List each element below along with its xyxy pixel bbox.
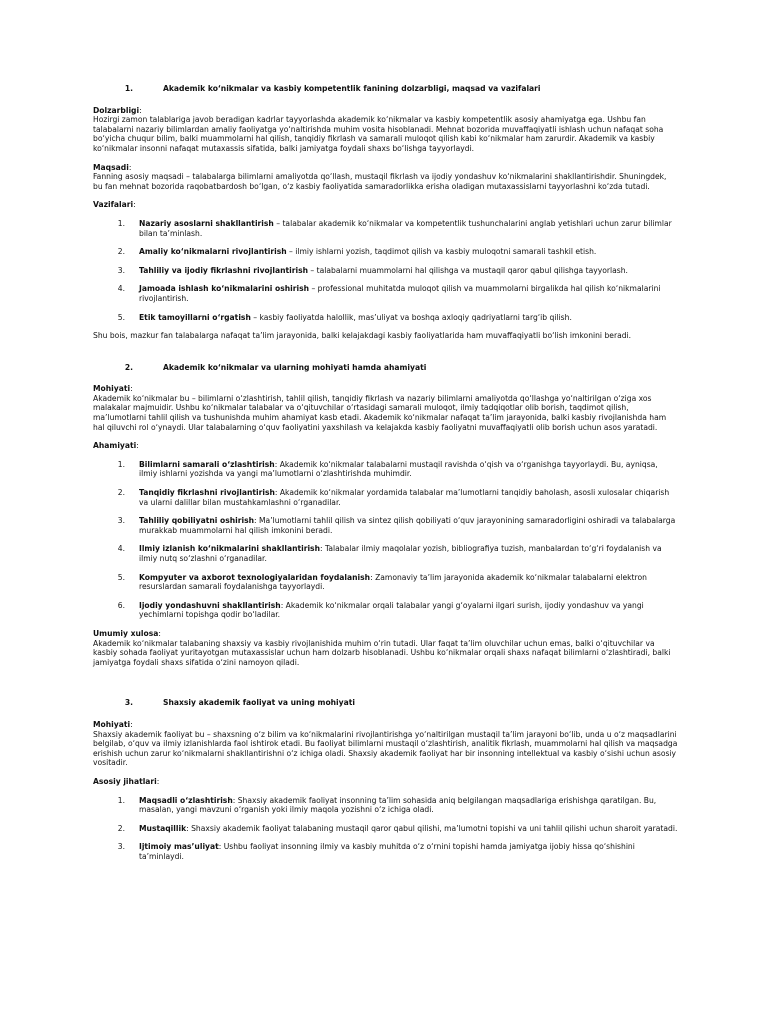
list-item-title: Ijtimoiy mas’uliyat [139, 842, 219, 852]
list-item-title: Jamoada ishlash ko‘nikmalarini oshirish [139, 284, 310, 294]
section-3-heading [93, 698, 678, 708]
list-item-text: – kasbiy faoliyatda halollik, mas’uliyat va boshqa axloqiy qadriyatlarni targ‘ib qilish. [250, 312, 572, 322]
list-item-number: 2. [117, 488, 125, 498]
document-page [93, 84, 678, 870]
asosiy-jihatlari-list [93, 796, 678, 862]
list-item-title: Nazariy asoslarni shakllantirish [139, 218, 274, 228]
mohiyati-text: Akademik ko‘nikmalar bu – bilimlarni o‘zlashtirish, tahlil qilish, tanqidiy fikrlash va nazariy bilimlarni amaliyotda qo‘llashga yo‘naltirilgan o‘ziga xos malakalar majmuidir. Ushbu ko‘nikmalar talabalar va o‘qituvchilar o‘rtasidagi samarali muloqot, ilmiy tadqiqotlar olib borish, taqdimot qilish, ma’lumotlarni tahlil qilish va tushunishda muhim ahamiyat kasb etadi. Akademik ko‘nikmalar nafaqat ta’lim jarayonida, balki kasbiy rivojlanishda ham hal qiluvchi rol o‘ynaydi. Ular talabalarning o‘quv faoliyatini yaxshilash va kelajakda kasbiy faoliyatni muvaffaqiyatli olib borish uchun asos yaratadi. [93, 393, 667, 432]
asosiy-jihatlari-label: Asosiy jihatlari [93, 776, 157, 786]
mohiyati-3-text: Shaxsiy akademik faoliyat bu – shaxsning o‘z bilim va ko‘nikmalarini rivojlantirishga yo‘naltirilgan mustaqil ta’lim jarayoni bo‘lib, unda u o‘z maqsadlarini belgilab, o‘quv va ilmiy izlanishlarda faol ishtirok etadi. Bu faoliyat bilimlarni mustaqil o‘zlashtirish, analitik fikrlash, muammolarni hal qilish va maqsadga erishish uchun zarur ko‘nikmalarni shakllantirishni o‘z ichiga oladi. Shaxsiy akademik faoliyat har bir insonning intellektual va kasbiy o‘sishi uchun asosiy vositadir. [93, 729, 678, 768]
umumiy-xulosa-block: Umumiy xulosa: Akademik ko‘nikmalar talabaning shaxsiy va kasbiy rivojlanishida muhim o‘rin tutadi. Ular faqat ta’lim oluvchilar uchun emas, balki o‘qituvchilar va kasbiy sohada faoliyat yuritayotgan mutaxassislar uchun ham dolzarb hisoblanadi. Ushbu ko‘nikmalar orqali shaxs nafaqat bilimlarni o‘zlashtiradi, balki jamiyatga foydali shaxs sifatida o‘zini namoyon qiladi. [93, 629, 678, 667]
mohiyati-label: Mohiyati [93, 384, 131, 394]
list-item-title: Maqsadli o‘zlashtirish [139, 795, 233, 805]
list-item-number: 2. [117, 823, 125, 833]
ahamiyati-block: Ahamiyati: [93, 441, 139, 451]
list-item [93, 796, 678, 815]
dolzarbligi-text: Hozirgi zamon talablariga javob beradigan kadrlar tayyorlashda akademik ko‘nikmalar va kasbiy kompetentlik asosiy ahamiyatga ega. Ushbu fan talabalarni nazariy bilimlardan amaliy faoliyatga yo‘naltirishda muhim vosita hisoblanadi. Mehnat bozorida muvaffaqiyatli ishlash uchun nafaqat soha bo‘yicha chuqur bilim, balki muammolarni hal qilish, tanqidiy fikrlash va samarali muloqot qilish kabi ko‘nikmalar ham zarurdir. Akademik va kasbiy ko‘nikmalar insonni nafaqat mutaxassis sifatida, balki jamiyatga foydali shaxs bo‘lishga tayyorlaydi. [93, 115, 664, 153]
vazifalari-list [93, 219, 678, 322]
list-item-number: 3. [117, 265, 125, 275]
list-item-number: 6. [117, 600, 125, 610]
list-item-title: Amaliy ko‘nikmalarni rivojlantirish [139, 247, 287, 257]
section-2-title: Akademik ko‘nikmalar va ularning mohiyati hamda ahamiyati [163, 362, 427, 372]
vazifalari-block: Vazifalari: [93, 200, 136, 210]
list-item-title: Tahliliy va ijodiy fikrlashni rivojlantirish [139, 265, 308, 275]
asosiy-jihatlari-block: Asosiy jihatlari: [93, 776, 160, 786]
list-item-number: 5. [117, 572, 125, 582]
list-item [93, 516, 678, 535]
umumiy-xulosa-label: Umumiy xulosa [93, 628, 159, 638]
list-item-number: 5. [117, 312, 125, 322]
list-item-number: 1. [117, 795, 125, 805]
list-item-number: 3. [117, 842, 125, 852]
list-item [93, 284, 678, 303]
ahamiyati-list [93, 460, 678, 620]
list-item-title: Ijodiy yondashuvni shakllantirish [139, 600, 281, 610]
list-item-text: : Shaxsiy akademik faoliyat talabaning mustaqil qaror qabul qilishi, ma’lumotni topishi va uni tahlil qilishi uchun sharoit yaratadi. [186, 823, 678, 833]
list-item-number: 4. [117, 284, 125, 294]
list-item-title: Tahliliy qobiliyatni oshirish [139, 516, 255, 526]
section-1-title: Akademik ko‘nikmalar va kasbiy kompetentlik fanining dolzarbligi, maqsad va vazifalari [163, 84, 541, 93]
list-item-text: : Akademik ko‘nikmalar yordamida talabalar ma’lumotlarni tanqidiy baholash, asosli xulosalar chiqarish va ularni dalillar bilan mustahkamlashni o‘rganadilar. [139, 488, 670, 507]
list-item-title: Etik tamoyillarni o‘rgatish [139, 312, 251, 322]
list-item-number: 4. [117, 544, 125, 554]
list-item-text: – professional muhitatda muloqot qilish va muammolarni birgalikda hal qilish ko‘nikmalarini rivojlantirish. [139, 284, 661, 303]
list-item-text: : Akademik ko‘nikmalar talabalarni mustaqil ravishda o‘qish va o‘rganishga tayyorlaydi. Bu, ayniqsa, ilmiy ishlarni yozishda va yangi ma’lumotlarni o‘zlashtirishda muhimdir. [139, 459, 658, 479]
list-item-number: 3. [117, 516, 125, 526]
list-item [93, 824, 678, 834]
list-item-text: : Talabalar ilmiy maqolalar yozish, bibliografiya tuzish, manbalardan to‘g‘ri foydalanish va ilmiy nutq so‘zlashni o‘rganadilar. [139, 544, 662, 563]
list-item [93, 842, 678, 861]
section-1-closing: Shu bois, mazkur fan talabalarga nafaqat ta’lim jarayonida, balki kelajakdagi kasbiy faoliyatlarida ham muvaffaqiyatli bo‘lish imkonini beradi. [93, 331, 632, 341]
umumiy-xulosa-text: Akademik ko‘nikmalar talabaning shaxsiy va kasbiy rivojlanishida muhim o‘rin tutadi. Ular faqat ta’lim oluvchilar uchun emas, balki o‘qituvchilar va kasbiy sohada faoliyat yuritayotgan mutaxassislar uchun ham dolzarb hisoblanadi. Ushbu ko‘nikmalar orqali shaxs nafaqat bilimlarni o‘zlashtiradi, balki jamiyatga foydali shaxs sifatida o‘zini namoyon qiladi. [93, 638, 671, 667]
list-item [93, 247, 678, 257]
list-item-text: : Ma’lumotlarni tahlil qilish va sintez qilish qobiliyati o‘quv jarayonining samaradorligini oshiradi va talabalarga murakkab muammolarni hal qilish imkonini beradi. [139, 516, 676, 535]
list-item-title: Ilmiy izlanish ko‘nikmalarini shakllantirish [139, 544, 320, 554]
section-1-heading [93, 84, 678, 94]
list-item-title: Bilimlarni samarali o‘zlashtirish [139, 459, 275, 469]
maqsadi-text: Fanning asosiy maqsadi – talabalarga bilimlarni amaliyotda qo‘llash, mustaqil fikrlash va ijodiy yondashuv ko‘nikmalarini shakllantirishdir. Shuningdek, bu fan mehnat bozorida raqobatbardosh bo‘lgan, o‘z kasbiy faoliyatida samaradorlikka erisha oladigan mutaxassislarni tayyorlashni ko‘zda tutadi. [93, 172, 667, 191]
list-item-title: Mustaqillik [139, 823, 187, 833]
list-item-text: : Akademik ko‘nikmalar orqali talabalar yangi g‘oyalarni ilgari surish, ijodiy yondashuv va yangi yechimlarni topishga qodir bo‘ladilar. [139, 600, 644, 620]
maqsadi-label: Maqsadi [93, 162, 129, 172]
maqsadi-block: Maqsadi: Fanning asosiy maqsadi – talabalarga bilimlarni amaliyotda qo‘llash, mustaqil fikrlash va ijodiy yondashuv ko‘nikmalarini shakllantirishdir. Shuningdek, bu fan mehnat bozorida raqobatbardosh bo‘lgan, o‘z kasbiy faoliyatida samaradorlikka erisha oladigan mutaxassislarni tayyorlashni ko‘zda tutadi. [93, 163, 678, 192]
list-item [93, 266, 678, 276]
section-1-number: 1. [124, 84, 133, 93]
list-item-text: – talabalar akademik ko‘nikmalar va kompetentlik tushunchalarini anglab yetishlari uchun zarur bilimlar bilan ta’minlash. [139, 218, 672, 238]
list-item-title: Kompyuter va axborot texnologiyalaridan foydalanish [139, 572, 371, 582]
list-item-text: : Ushbu faoliyat insonning ilmiy va kasbiy muhitda o‘z o‘rnini topishi hamda jamiyatga ijobiy hissa qo‘shishini ta’minlaydi. [139, 842, 635, 861]
list-item-title: Tanqidiy fikrlashni rivojlantirish [139, 488, 275, 498]
list-item [93, 488, 678, 507]
list-item-text: : Zamonaviy ta’lim jarayonida akademik ko‘nikmalar talabalarni elektron resurslardan samarali foydalanishga tayyorlaydi. [139, 572, 647, 592]
list-item [93, 313, 678, 323]
ahamiyati-label: Ahamiyati [93, 441, 137, 451]
list-item-text: – talabalarni muammolarni hal qilishga va mustaqil qaror qabul qilishga tayyorlash. [308, 265, 628, 275]
section-2-number: 2. [124, 362, 133, 372]
list-item [93, 544, 678, 563]
list-item-number: 2. [117, 247, 125, 257]
list-item-text: – ilmiy ishlarni yozish, taqdimot qilish va kasbiy muloqotni samarali tashkil etish. [286, 247, 597, 257]
mohiyati-block: Mohiyati: Akademik ko‘nikmalar bu – bilimlarni o‘zlashtirish, tahlil qilish, tanqidiy fikrlash va nazariy bilimlarni amaliyotda qo‘llashga yo‘naltirilgan o‘ziga xos malakalar majmuidir. Ushbu ko‘nikmalar talabalar va o‘qituvchilar o‘rtasidagi samarali muloqot, ilmiy tadqiqotlar olib borish, taqdimot qilish, ma’lumotlarni tahlil qilish va tushunishda muhim ahamiyat kasb etadi. Akademik ko‘nikmalar nafaqat ta’lim jarayonida, balki kasbiy rivojlanishda ham hal qiluvchi rol o‘ynaydi. Ular talabalarning o‘quv faoliyatini yaxshilash va kelajakda kasbiy faoliyatni muvaffaqiyatli olib borish uchun asos yaratadi. [93, 384, 678, 432]
mohiyati-3-label: Mohiyati [93, 719, 131, 729]
dolzarbligi-label: Dolzarbligi [93, 105, 140, 115]
list-item [93, 460, 678, 479]
section-2-heading [93, 363, 678, 373]
section-3-number: 3. [124, 698, 133, 708]
list-item-text: : Shaxsiy akademik faoliyat insonning ta’lim sohasida aniq belgilangan maqsadlariga erishishga qaratilgan. Bu, masalan, yangi mavzuni o‘rganish yoki ilmiy maqola yozishni o‘z ichiga oladi. [139, 795, 657, 815]
list-item [93, 219, 678, 238]
dolzarbligi-block: Dolzarbligi: Hozirgi zamon talablariga javob beradigan kadrlar tayyorlashda akademik ko‘nikmalar va kasbiy kompetentlik asosiy ahamiyatga ega. Ushbu fan talabalarni nazariy bilimlardan amaliy faoliyatga yo‘naltirishda muhim vosita hisoblanadi. Mehnat bozorida muvaffaqiyatli ishlash uchun nafaqat soha bo‘yicha chuqur bilim, balki muammolarni hal qilish, tanqidiy fikrlash va samarali muloqot qilish kabi ko‘nikmalar ham zarurdir. Akademik va kasbiy ko‘nikmalar insonni nafaqat mutaxassis sifatida, balki jamiyatga foydali shaxs bo‘lishga tayyorlaydi. [93, 106, 678, 154]
list-item [93, 573, 678, 592]
mohiyati-3-block: Mohiyati: Shaxsiy akademik faoliyat bu – shaxsning o‘z bilim va ko‘nikmalarini rivojlantirishga yo‘naltirilgan mustaqil ta’lim jarayoni bo‘lib, unda u o‘z maqsadlarini belgilab, o‘quv va ilmiy izlanishlarda faol ishtirok etadi. Bu faoliyat bilimlarni mustaqil o‘zlashtirish, analitik fikrlash, muammolarni hal qilish va maqsadga erishish uchun zarur ko‘nikmalarni shakllantirishni o‘z ichiga oladi. Shaxsiy akademik faoliyat har bir insonning intellektual va kasbiy o‘sishi uchun asosiy vositadir. [93, 719, 678, 768]
list-item-number: 1. [117, 459, 125, 469]
list-item [93, 601, 678, 620]
section-3-title: Shaxsiy akademik faoliyat va uning mohiyati [163, 698, 355, 708]
vazifalari-label: Vazifalari [93, 200, 134, 210]
list-item-number: 1. [117, 218, 125, 228]
